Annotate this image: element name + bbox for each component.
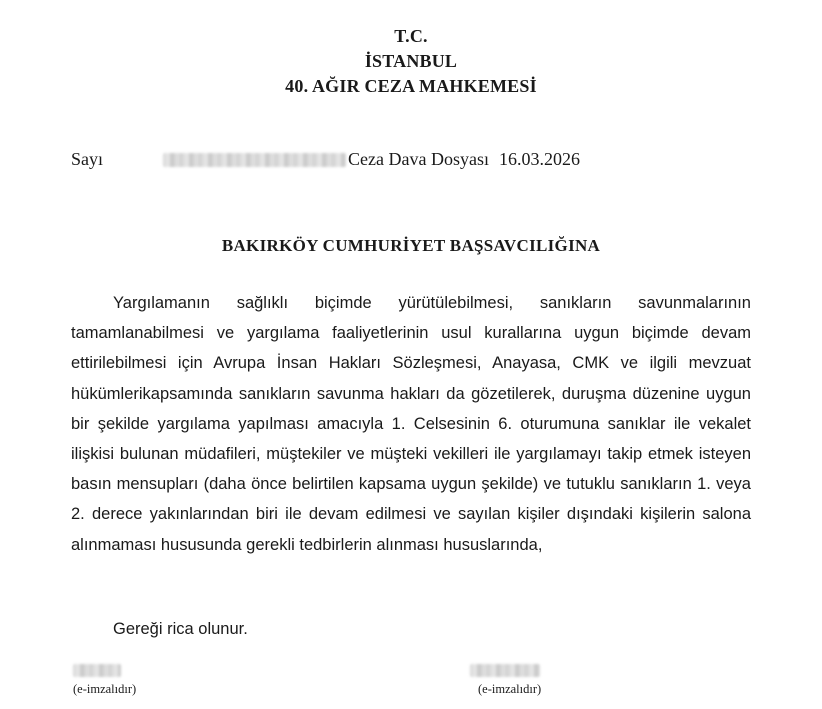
- redacted-signer-name-right: [470, 664, 540, 677]
- esignature-note-right: (e-imzalıdır): [478, 682, 542, 696]
- signature-right: [478, 664, 541, 697]
- addressee: BAKIRKÖY CUMHURİYET BAŞSAVCILIĞINA: [221, 236, 601, 255]
- redacted-signer-name-left: [73, 664, 121, 677]
- redacted-case-number: [163, 153, 346, 167]
- closing-line: Gereği rica olunur.: [113, 620, 248, 638]
- esignature-note-left: (e-imzalıdır): [73, 682, 137, 696]
- reference-label: Sayı: [71, 149, 104, 169]
- letter-body: Yargılamanın sağlıklı biçimde yürütülebilmesi, sanıkların savunmalarının tamamlanabilmesi ve yargılama faaliyetlerinin usul kurallarına uygun biçimde devam ettirilebilmesi için Avrupa İnsan Hakları Sözleşmesi, Anayasa, CMK ve ilgili mevzuat hükümlerikapsamında sanıkların savunma hakları da gözetilerek, duruşma düzenine uygun bir şekilde yargılama yapılması amacıyla 1. Celsesinin 6. oturumuna sanıklar ile vekalet ilişkisi bulunan müdafileri, müştekiler ve müşteki vekilleri ile yargılamayı takip etmek isteyen basın mensupları (daha önce belirtilen kapsama uygun şekilde) ve tutuklu sanıkların 1. veya 2. derece yakınlarından biri ile devam edilmesi ve sayılan kişiler dışındaki kişilerin salona alınmaması hususunda gerekli tedbirlerin alınması hususlarında,: [71, 294, 751, 554]
- signature-left: [73, 664, 136, 697]
- reference-line: [71, 149, 580, 170]
- header-country: T.C.: [394, 26, 428, 46]
- reference-date: 16.03.2026: [498, 149, 580, 169]
- header-city: İSTANBUL: [364, 51, 458, 71]
- reference-file-type: Ceza Dava Dosyası: [348, 149, 489, 169]
- header-court: 40. AĞIR CEZA MAHKEMESİ: [285, 76, 537, 96]
